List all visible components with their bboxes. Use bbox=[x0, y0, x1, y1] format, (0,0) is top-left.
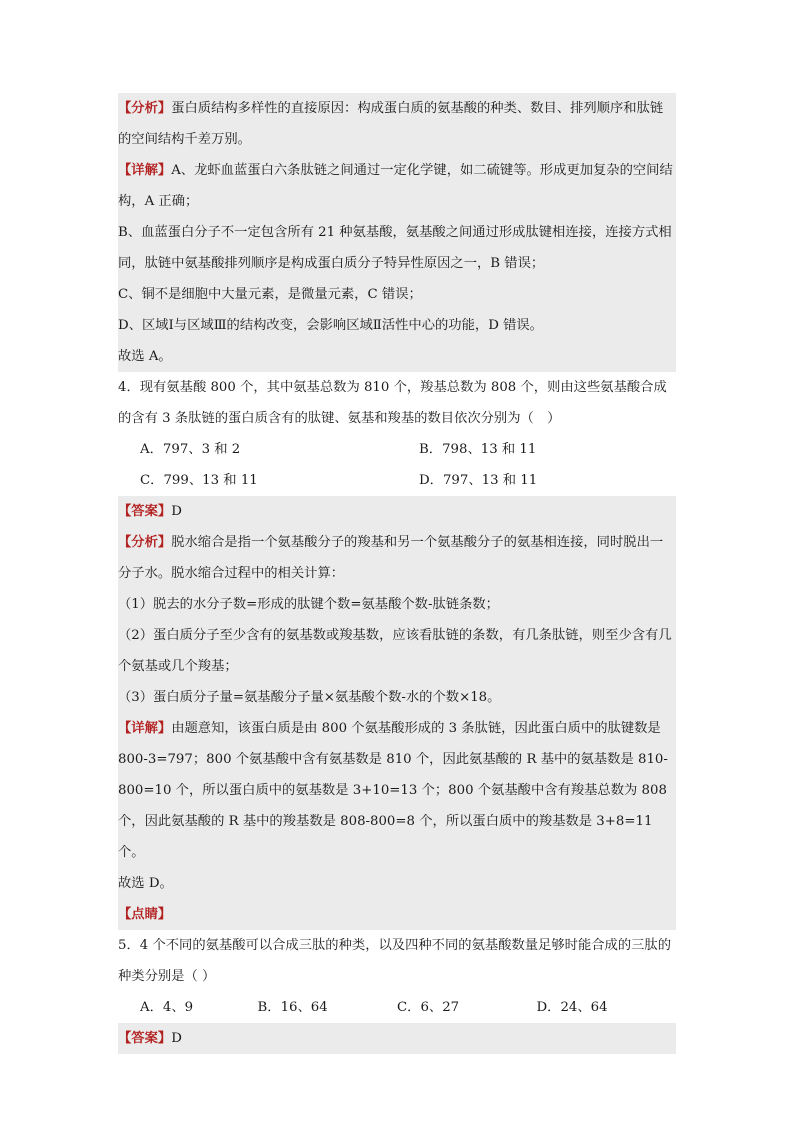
question-4-stem: 4．现有氨基酸 800 个，其中氨基总数为 810 个，羧基总数为 808 个，则由这些氨基酸合成的含有 3 条肽链的蛋白质含有的肽键、氨基和羧基的数目依次分别为（ ） bbox=[118, 380, 667, 426]
question-5-options bbox=[118, 992, 676, 1023]
detail-tag: 【详解】 bbox=[118, 163, 172, 178]
detail-line-d: D、区域Ⅰ与区域Ⅲ的结构改变，会影响区域Ⅱ活性中心的功能，D 错误。 bbox=[118, 318, 543, 333]
analysis-text: 脱水缩合是指一个氨基酸分子的羧基和另一个氨基酸分子的氨基相连接，同时脱出一分子水。脱水缩合过程中的相关计算： bbox=[118, 535, 664, 581]
calc-point-1: （1）脱去的水分子数=形成的肽键个数=氨基酸个数-肽链条数； bbox=[118, 597, 499, 612]
option-c: C．799、13 和 11 bbox=[140, 473, 258, 488]
conclusion-line: 故选 A。 bbox=[118, 349, 172, 364]
calc-point-2: （2）蛋白质分子至少含有的氨基数或羧基数，应该看肽链的条数，有几条肽链，则至少含有几个氨基或几个羧基； bbox=[118, 628, 672, 674]
detail-paragraph bbox=[118, 713, 676, 868]
option-d: D．24、64 bbox=[536, 1000, 608, 1015]
question-4 bbox=[118, 372, 676, 496]
analysis-tag: 【分析】 bbox=[118, 535, 172, 550]
answer-tag: 【答案】 bbox=[118, 1031, 172, 1046]
option-b: B．16、64 bbox=[257, 1000, 328, 1015]
answer-line bbox=[118, 496, 676, 527]
explanation-block-q3 bbox=[118, 93, 676, 372]
question-5 bbox=[118, 930, 676, 1023]
analysis-text: 蛋白质结构多样性的直接原因：构成蛋白质的氨基酸的种类、数目、排列顺序和肽链的空间结构千差万别。 bbox=[118, 101, 664, 147]
question-4-options-row2 bbox=[118, 465, 676, 496]
detail-line-b: B、血蓝蛋白分子不一定包含所有 21 种氨基酸，氨基酸之间通过形成肽键相连接，连接方式相同，肽链中氨基酸排列顺序是构成蛋白质分子特异性原因之一，B 错误； bbox=[118, 225, 672, 271]
answer-tag: 【答案】 bbox=[118, 504, 172, 519]
page-content bbox=[118, 93, 676, 1054]
option-a: A．797、3 和 2 bbox=[140, 442, 241, 457]
conclusion-line: 故选 D。 bbox=[118, 876, 173, 891]
option-b: B．798、13 和 11 bbox=[419, 442, 537, 457]
detail-tag: 【详解】 bbox=[118, 721, 172, 736]
analysis-paragraph bbox=[118, 93, 676, 155]
calc-point-3: （3）蛋白质分子量=氨基酸分子量×氨基酸个数-水的个数×18。 bbox=[118, 690, 501, 705]
question-4-options-row1 bbox=[118, 434, 676, 465]
comment-line bbox=[118, 899, 676, 930]
option-a: A．4、9 bbox=[140, 1000, 194, 1015]
answer-line bbox=[118, 1023, 676, 1054]
question-5-stem: 5．4 个不同的氨基酸可以合成三肽的种类，以及四种不同的氨基酸数量足够时能合成的三肽的种类分别是（ ） bbox=[118, 938, 672, 984]
answer-value: D bbox=[171, 504, 182, 519]
explanation-block-q4 bbox=[118, 496, 676, 930]
option-c: C．6、27 bbox=[397, 1000, 460, 1015]
detail-line-c: C、铜不是细胞中大量元素，是微量元素，C 错误； bbox=[118, 287, 422, 302]
detail-text: A、龙虾血蓝蛋白六条肽链之间通过一定化学键，如二硫键等。形成更加复杂的空间结构，A 正确； bbox=[118, 163, 673, 209]
explanation-block-q5 bbox=[118, 1023, 676, 1054]
detail-paragraph bbox=[118, 155, 676, 217]
detail-text: 由题意知，该蛋白质是由 800 个氨基酸形成的 3 条肽链，因此蛋白质中的肽键数是 800-3=797；800 个氨基酸中含有氨基数是 810 个，因此氨基酸的 R 基中的氨基数是 810-800=10 个，所以蛋白质中的氨基数是 3+10=13 个；800 个氨基酸中含有羧基总数为 808 个，因此氨基酸的 R 基中的羧基数是 808-800=8 个，所以蛋白质中的羧基数是 3+8=11 个。 bbox=[118, 721, 668, 860]
comment-tag: 【点睛】 bbox=[118, 907, 172, 922]
option-d: D．797、13 和 11 bbox=[419, 473, 538, 488]
analysis-tag: 【分析】 bbox=[118, 101, 172, 116]
analysis-paragraph bbox=[118, 527, 676, 589]
answer-value: D bbox=[171, 1031, 182, 1046]
